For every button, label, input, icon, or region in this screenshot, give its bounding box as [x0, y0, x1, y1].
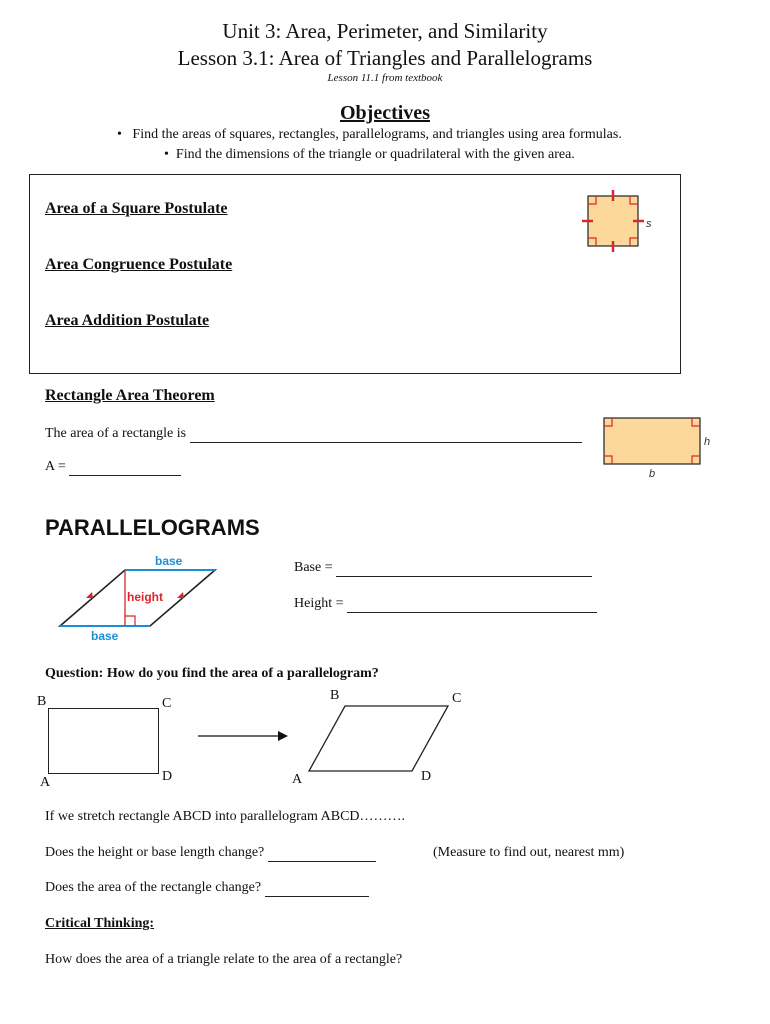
critical-thinking-question: How does the area of a triangle relate to the area of a rectangle?: [45, 952, 403, 967]
parallelogram-abcd: [300, 700, 460, 780]
unit-title: Unit 3: Area, Perimeter, and Similarity: [222, 19, 548, 43]
addition-postulate-heading: Area Addition Postulate: [45, 312, 210, 329]
rectangle-area-blank[interactable]: [190, 426, 582, 443]
height-change-blank[interactable]: [268, 845, 376, 862]
base-field: Base =: [294, 560, 592, 577]
right-arrow-icon: [196, 728, 292, 744]
rectangle-formula-blank[interactable]: [69, 459, 181, 476]
height-field: Height =: [294, 596, 597, 613]
bullet-icon: •: [164, 147, 169, 162]
objective-item-2: • Find the dimensions of the triangle or quadrilateral with the given area.: [164, 147, 575, 162]
square-side-label: s: [646, 218, 652, 230]
par-vertex-c: C: [452, 691, 462, 706]
area-change-question: Does the area of the rectangle change?: [45, 880, 369, 897]
rectangle-h-label: h: [704, 436, 711, 448]
base-blank[interactable]: [336, 560, 592, 577]
lesson-title: Lesson 3.1: Area of Triangles and Parallelograms: [177, 46, 593, 70]
par-vertex-a: A: [292, 772, 303, 787]
rectangle-area-prompt: The area of a rectangle is: [45, 426, 582, 443]
rectangle-figure: [600, 414, 720, 480]
rectangle-abcd: [48, 708, 159, 774]
rectangle-formula-prompt: A =: [45, 459, 181, 476]
rectangle-b-label: b: [649, 468, 656, 480]
height-blank[interactable]: [347, 596, 597, 613]
objective-item-1: • Find the areas of squares, rectangles, parallelograms, and triangles using area formulas.: [117, 127, 622, 142]
square-postulate-heading: Area of a Square Postulate: [45, 200, 228, 217]
objectives-heading: Objectives: [340, 102, 430, 124]
base-top-label: base: [155, 554, 183, 568]
critical-thinking-heading: Critical Thinking:: [45, 916, 155, 931]
parallelogram-question: Question: How do you find the area of a parallelogram?: [45, 666, 379, 681]
textbook-reference: Lesson 11.1 from textbook: [327, 72, 443, 84]
par-vertex-b: B: [330, 688, 340, 703]
bullet-icon: •: [117, 127, 122, 142]
rect-vertex-c: C: [162, 696, 172, 711]
rect-vertex-a: A: [40, 775, 51, 790]
base-bottom-label: base: [91, 629, 119, 643]
parallelogram-figure: [55, 552, 225, 646]
stretch-statement: If we stretch rectangle ABCD into parallelogram ABCD……….: [45, 809, 406, 824]
area-change-blank[interactable]: [265, 880, 369, 897]
parallelograms-heading: PARALLELOGRAMS: [45, 515, 260, 540]
rect-vertex-d: D: [162, 769, 173, 784]
rectangle-theorem-heading: Rectangle Area Theorem: [45, 387, 215, 404]
par-vertex-d: D: [421, 769, 432, 784]
rect-vertex-b: B: [37, 694, 47, 709]
square-figure: [578, 190, 658, 256]
height-change-question: Does the height or base length change?: [45, 845, 376, 862]
height-label: height: [127, 590, 163, 604]
measure-note: (Measure to find out, nearest mm): [433, 845, 625, 860]
congruence-postulate-heading: Area Congruence Postulate: [45, 256, 233, 273]
